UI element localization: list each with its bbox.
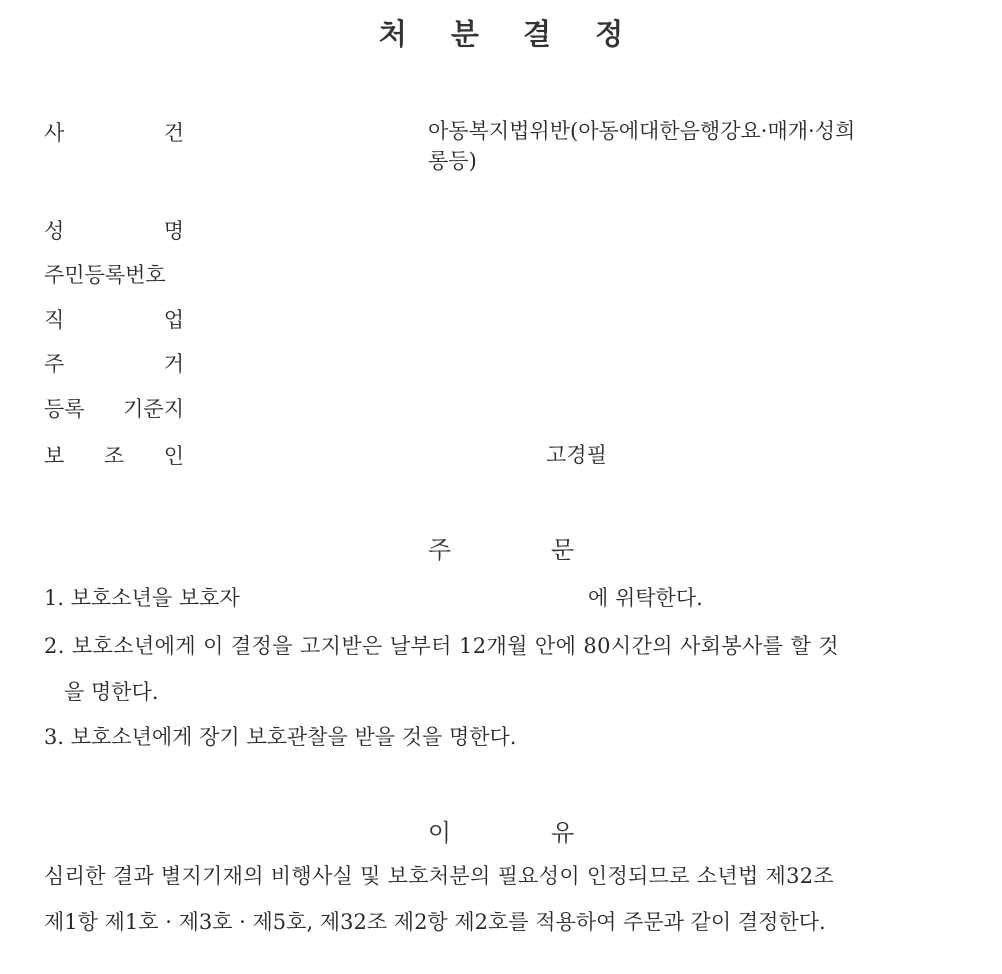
order-item-2-cont: 을 명한다. bbox=[64, 680, 159, 704]
label-part: 주 bbox=[44, 352, 65, 376]
field-value-assistant: 고경필 bbox=[546, 443, 607, 467]
label-part: 주민등록번호 bbox=[44, 263, 166, 287]
label-part: 보 bbox=[44, 444, 65, 468]
order-item-1 bbox=[44, 582, 240, 612]
reason-line-2: 제1항 제1호 · 제3호 · 제5호, 제32조 제2항 제2호를 적용하여 주문과 같이 결정한다. bbox=[44, 910, 826, 934]
title-char: 정 bbox=[595, 17, 624, 51]
heading-char: 이 bbox=[427, 819, 451, 847]
order-item-text: 1. 보호소년을 보호자 bbox=[44, 586, 240, 610]
label-part: 사 bbox=[44, 121, 65, 145]
heading-char: 유 bbox=[551, 819, 575, 847]
heading-char: 주 bbox=[427, 536, 451, 564]
label-part: 직 bbox=[44, 308, 65, 332]
field-label-resident-number bbox=[44, 259, 184, 289]
field-label-registration-base bbox=[44, 393, 184, 423]
order-heading bbox=[0, 530, 1002, 565]
title-char: 분 bbox=[450, 17, 479, 51]
field-label-name bbox=[44, 215, 184, 245]
field-label-residence bbox=[44, 348, 184, 378]
field-value-case: 아동복지법위반(아동에대한음행강요·매개·성희 bbox=[428, 119, 856, 143]
label-part: 성 bbox=[44, 219, 65, 243]
field-value-case-line2: 롱등) bbox=[428, 149, 477, 173]
label-part: 등록 bbox=[44, 397, 85, 421]
field-label-occupation bbox=[44, 304, 184, 334]
order-item-3: 3. 보호소년에게 장기 보호관찰을 받을 것을 명한다. bbox=[44, 725, 517, 749]
order-item-2: 2. 보호소년에게 이 결정을 고지받은 날부터 12개월 안에 80시간의 사회봉사를 할 것 bbox=[44, 634, 839, 658]
heading-char: 문 bbox=[551, 536, 575, 564]
reason-line-1: 심리한 결과 별지기재의 비행사실 및 보호처분의 필요성이 인정되므로 소년법 제32조 bbox=[44, 864, 835, 888]
field-label-case bbox=[44, 117, 184, 147]
title-char: 결 bbox=[523, 17, 552, 51]
label-part: 명 bbox=[163, 219, 184, 243]
label-part: 기준지 bbox=[123, 397, 184, 421]
label-part: 조 bbox=[103, 444, 125, 468]
label-part: 건 bbox=[163, 121, 184, 145]
label-part: 업 bbox=[163, 308, 184, 332]
field-label-assistant bbox=[44, 440, 184, 470]
reason-heading bbox=[0, 813, 1002, 848]
title-char: 처 bbox=[378, 17, 407, 51]
document-title bbox=[0, 12, 1002, 53]
label-part: 거 bbox=[163, 352, 184, 376]
order-item-1-tail: 에 위탁한다. bbox=[588, 586, 703, 610]
label-part: 인 bbox=[163, 444, 184, 468]
